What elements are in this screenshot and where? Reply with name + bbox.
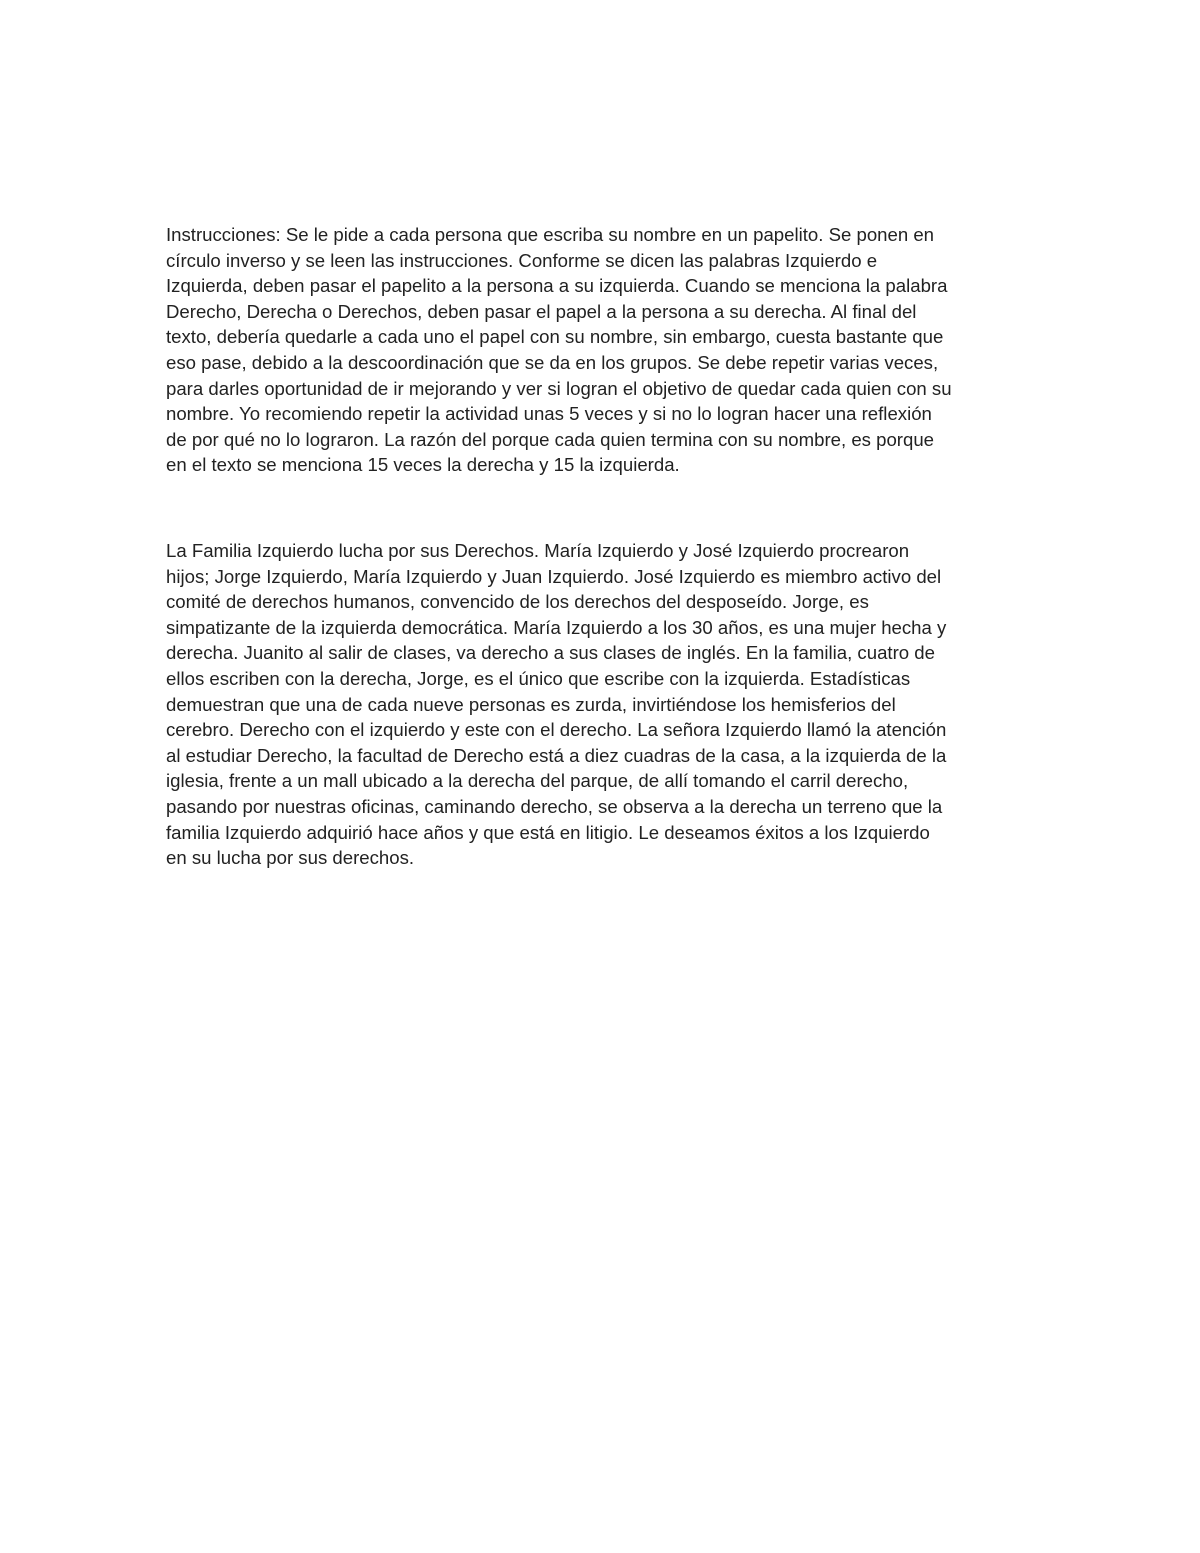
text-line: Izquierda, deben pasar el papelito a la persona a su izquierda. Cuando se menciona la palabra xyxy=(166,275,948,297)
text-line: simpatizante de la izquierda democrática. María Izquierdo a los 30 años, es una mujer hecha y xyxy=(166,616,947,638)
text-line: derecha. Juanito al salir de clases, va derecho a sus clases de inglés. En la familia, cuatro de xyxy=(166,642,935,664)
story-paragraph xyxy=(166,538,1036,871)
text-line: texto, debería quedarle a cada uno el papel con su nombre, sin embargo, cuesta bastante que xyxy=(166,326,944,348)
text-line: comité de derechos humanos, convencido de los derechos del desposeído. Jorge, es xyxy=(166,591,869,613)
text-line: hijos; Jorge Izquierdo, María Izquierdo y Juan Izquierdo. José Izquierdo es miembro activo del xyxy=(166,565,942,587)
text-line: en su lucha por sus derechos. xyxy=(166,847,415,869)
text-line: nombre. Yo recomiendo repetir la actividad unas 5 veces y si no lo logran hacer una reflexión xyxy=(166,403,932,425)
text-line: al estudiar Derecho, la facultad de Derecho está a diez cuadras de la casa, a la izquierda de la xyxy=(166,744,947,766)
text-line: familia Izquierdo adquirió hace años y que está en litigio. Le deseamos éxitos a los Izquierdo xyxy=(166,821,930,843)
text-line: de por qué no lo lograron. La razón del porque cada quien termina con su nombre, es porque xyxy=(166,428,935,450)
instructions-paragraph xyxy=(166,222,1036,478)
text-line: en el texto se menciona 15 veces la derecha y 15 la izquierda. xyxy=(166,454,680,476)
text-line: eso pase, debido a la descoordinación que se da en los grupos. Se debe repetir varias veces, xyxy=(166,351,939,373)
text-line: para darles oportunidad de ir mejorando y ver si logran el objetivo de quedar cada quien con su xyxy=(166,377,952,399)
text-line: demuestran que una de cada nueve personas es zurda, invirtiéndose los hemisferios del xyxy=(166,693,896,715)
text-line: círculo inverso y se leen las instrucciones. Conforme se dicen las palabras Izquierdo e xyxy=(166,249,878,271)
text-line: Instrucciones: Se le pide a cada persona que escriba su nombre en un papelito. Se ponen en xyxy=(166,224,935,245)
text-line: cerebro. Derecho con el izquierdo y este con el derecho. La señora Izquierdo llamó la atención xyxy=(166,719,947,741)
text-line: ellos escriben con la derecha, Jorge, es el único que escribe con la izquierda. Estadísticas xyxy=(166,667,911,689)
text-line: pasando por nuestras oficinas, caminando derecho, se observa a la derecha un terreno que la xyxy=(166,795,943,817)
text-line: Derecho, Derecha o Derechos, deben pasar el papel a la persona a su derecha. Al final del xyxy=(166,300,917,322)
text-line: La Familia Izquierdo lucha por sus Derechos. María Izquierdo y José Izquierdo procrearon xyxy=(166,540,910,561)
text-line: iglesia, frente a un mall ubicado a la derecha del parque, de allí tomando el carril derecho, xyxy=(166,770,909,792)
